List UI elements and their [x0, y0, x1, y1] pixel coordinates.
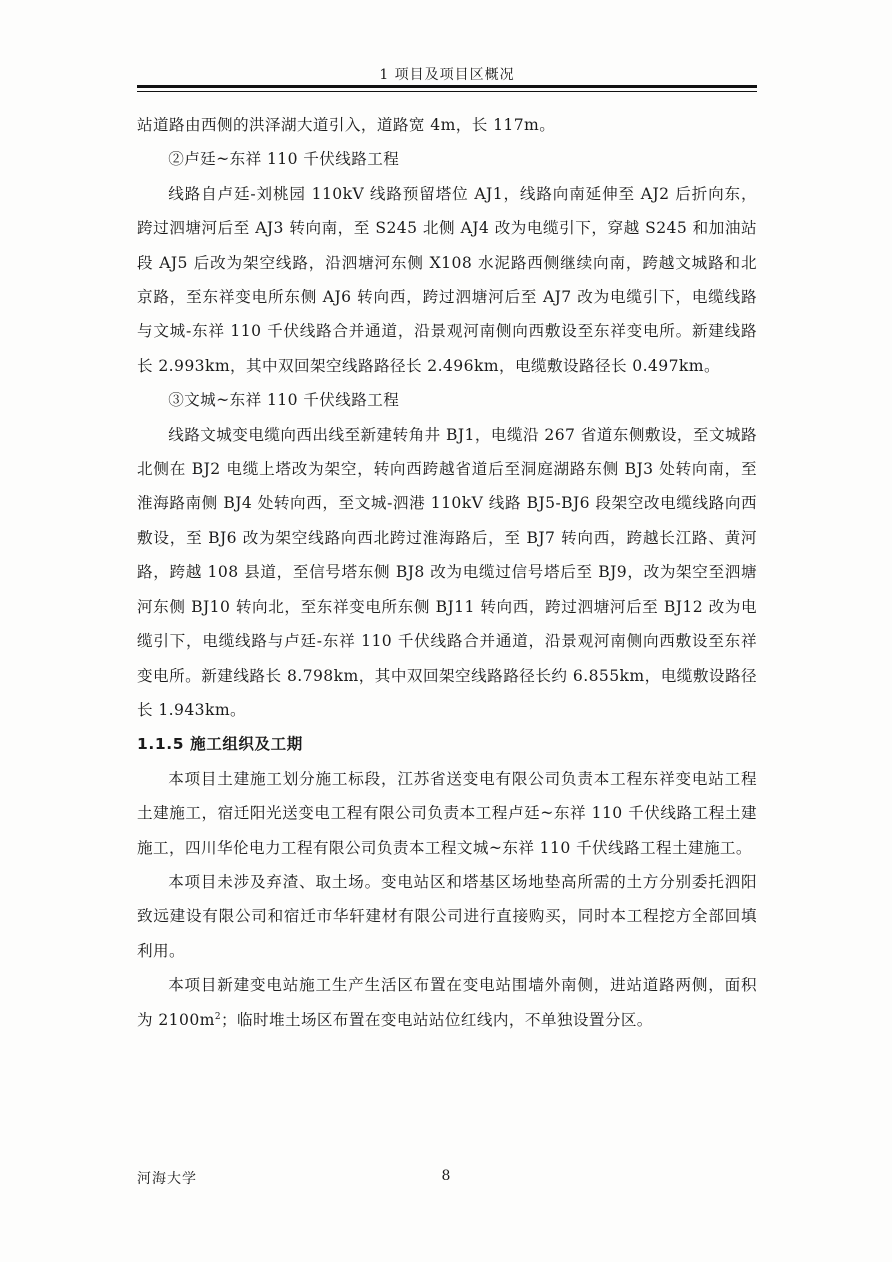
- paragraph-construction-lots: 本项目土建施工划分施工标段，江苏省送变电有限公司负责本工程东祥变电站工程土建施工，宿迁阳光送变电工程有限公司负责本工程卢廷~东祥 110 千伏线路工程土建施工，四川华伦电力工程有限公司负责本工程文城~东祥 110 千伏线路工程土建施工。: [137, 769, 757, 857]
- header-rule-thin: [137, 91, 757, 92]
- body-text: [137, 108, 757, 1037]
- site-layout-text-a: 本项目新建变电站施工生产生活区布置在变电站围墙外南侧，进站道路两侧，面积为 2100m: [137, 976, 757, 1029]
- subsection-item-3: ③文城~东祥 110 千伏线路工程: [168, 391, 400, 410]
- paragraph-earthwork: 本项目未涉及弃渣、取土场。变电站区和塔基区场地垫高所需的土方分别委托泗阳致远建设有限公司和宿迁市华轩建材有限公司进行直接购买，同时本工程挖方全部回填利用。: [137, 872, 757, 960]
- paragraph-route-3: 线路文城变电缆向西出线至新建转角井 BJ1，电缆沿 267 省道东侧敷设，至文城路北侧在 BJ2 电缆上塔改为架空，转向西跨越省道后至洞庭湖路东侧 BJ3 处转向南，至淮海路南侧 BJ4 处转向西，至文城-泗港 110kV 线路 BJ5-BJ6 段架空改电缆线路向西敷设，至 BJ6 改为架空线路向西北跨过淮海路后，至 BJ7 转向西，跨越长江路、黄河路，跨越 108 县道，至信号塔东侧 BJ8 改为电缆过信号塔后至 BJ9，改为架空至泗塘河东侧 BJ10 转向北，至东祥变电所东侧 BJ11 转向西，跨过泗塘河后至 BJ12 改为电缆引下，电缆线路与卢廷-东祥 110 千伏线路合并通道，沿景观河南侧向西敷设至东祥变电所。新建线路长 8.798km，其中双回架空线路路径长约 6.855km，电缆敷设路径长 1.943km。: [137, 425, 757, 719]
- paragraph-site-layout: [137, 968, 757, 1037]
- superscript-2: 2: [214, 1011, 221, 1022]
- paragraph-continued: 站道路由西侧的洪泽湖大道引入，道路宽 4m，长 117m。: [137, 116, 556, 134]
- page-number: 8: [441, 1168, 451, 1184]
- header-rule-thick: [137, 85, 757, 88]
- subsection-item-2: ②卢廷~东祥 110 千伏线路工程: [168, 150, 400, 169]
- paragraph-route-2: 线路自卢廷-刘桃园 110kV 线路预留塔位 AJ1，线路向南延伸至 AJ2 后折向东，跨过泗塘河后至 AJ3 转向南，至 S245 北侧 AJ4 改为电缆引下，穿越 S245 和加油站段 AJ5 后改为架空线路，沿泗塘河东侧 X108 水泥路西侧继续向南，跨越文城路和北京路，至东祥变电所东侧 AJ6 转向西，跨过泗塘河后至 AJ7 改为电缆引下，电缆线路与文城-东祥 110 千伏线路合并通道，沿景观河南侧向西敷设至东祥变电所。新建线路长 2.993km，其中双回架空线路路径长 2.496km，电缆敷设路径长 0.497km。: [137, 184, 757, 375]
- site-layout-text-b: ；临时堆土场区布置在变电站站位红线内，不单独设置分区。: [220, 1010, 653, 1029]
- section-heading: 1.1.5 施工组织及工期: [137, 735, 303, 754]
- footer-institution: 河海大学: [137, 1171, 197, 1187]
- running-header: 1 项目及项目区概况: [379, 67, 515, 83]
